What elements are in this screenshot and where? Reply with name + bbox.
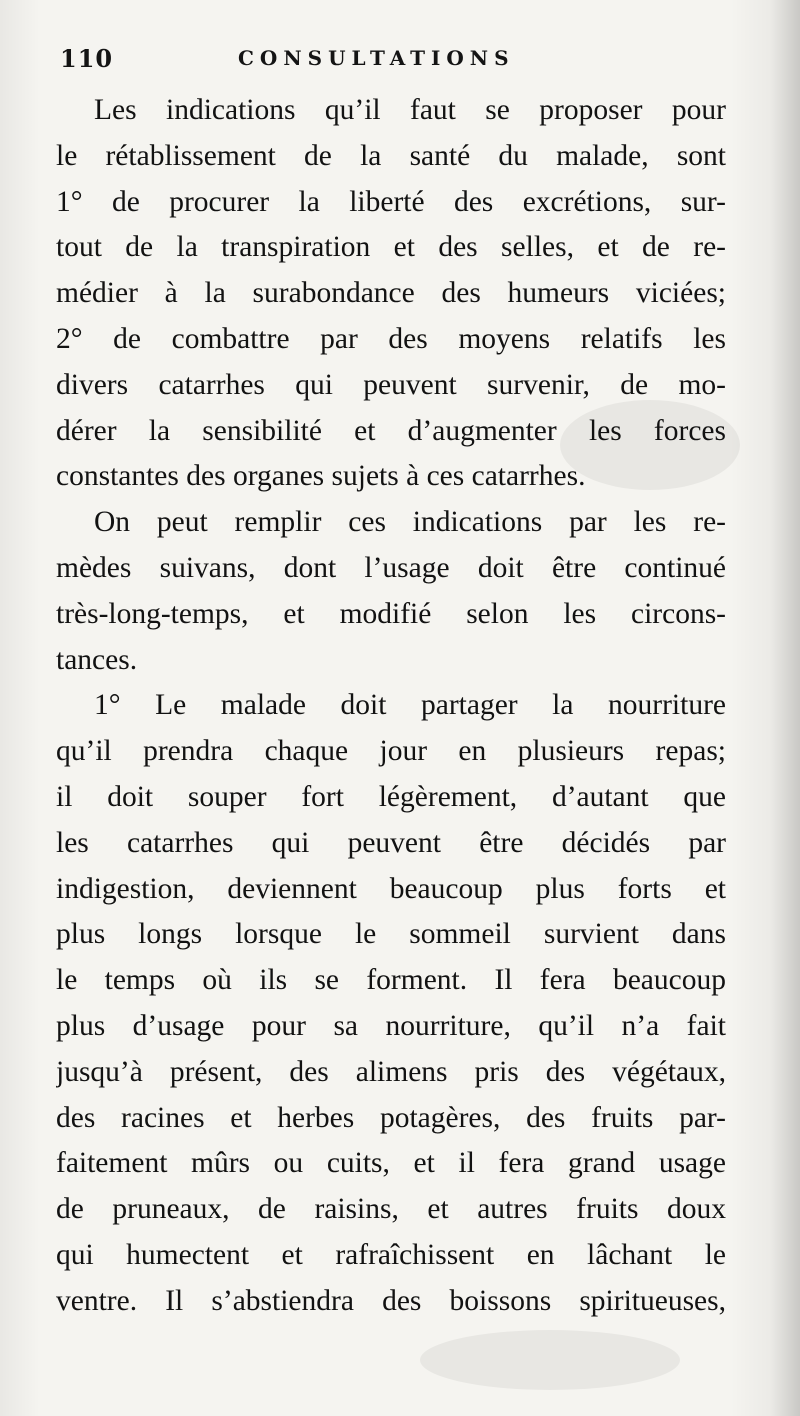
paper-stain [420,1330,680,1390]
text-line: indigestion, deviennent beaucoup plus forts et [56,872,726,905]
text-line: il doit souper fort légèrement, d’autant que [56,780,726,813]
text-line: le temps où ils se forment. Il fera beaucoup [56,964,726,997]
text-line: ventre. Il s’abstiendra des boissons spiritueuses, [56,1284,726,1317]
text-line: On peut remplir ces indications par les re- [94,506,726,539]
text-line: dérer la sensibilité et d’augmenter les forces [56,414,726,447]
text-line: des racines et herbes potagères, des fruits par- [56,1101,726,1134]
page-number: 110 [60,44,114,73]
text-line: divers catarrhes qui peuvent survenir, de mo- [56,368,726,401]
text-line: qu’il prendra chaque jour en plusieurs repas; [56,735,726,768]
text-line: 1° Le malade doit partager la nourriture [94,689,726,722]
text-line: faitement mûrs ou cuits, et il fera grand usage [56,1147,726,1180]
running-head [60,40,740,80]
text-line: tout de la transpiration et des selles, et de re- [56,231,726,264]
text-line: les catarrhes qui peuvent être décidés par [56,826,726,859]
text-line: Les indications qu’il faut se proposer pour [94,94,726,126]
text-line: mèdes suivans, dont l’usage doit être continué [56,551,726,584]
text-line: jusqu’à présent, des alimens pris des végétaux, [56,1055,726,1088]
running-title: CONSULTATIONS [238,46,515,70]
text-line: 1° de procurer la liberté des excrétions, sur- [56,185,726,218]
text-line: plus longs lorsque le sommeil survient dans [56,918,726,951]
text-line: très-long-temps, et modifié selon les circons- [56,597,726,630]
text-line: tances. [56,643,138,676]
text-line: le rétablissement de la santé du malade, sont [56,139,726,172]
text-line: de pruneaux, de raisins, et autres fruits doux [56,1193,726,1226]
text-line: médier à la surabondance des humeurs viciées; [56,277,726,310]
text-line: plus d’usage pour sa nourriture, qu’il n’a fait [56,1009,726,1042]
text-line: constantes des organes sujets à ces catarrhes. [56,460,586,493]
body-text [56,88,726,1325]
text-line: 2° de combattre par des moyens relatifs les [56,322,726,355]
text-line: qui humectent et rafraîchissent en lâchant le [56,1238,726,1271]
